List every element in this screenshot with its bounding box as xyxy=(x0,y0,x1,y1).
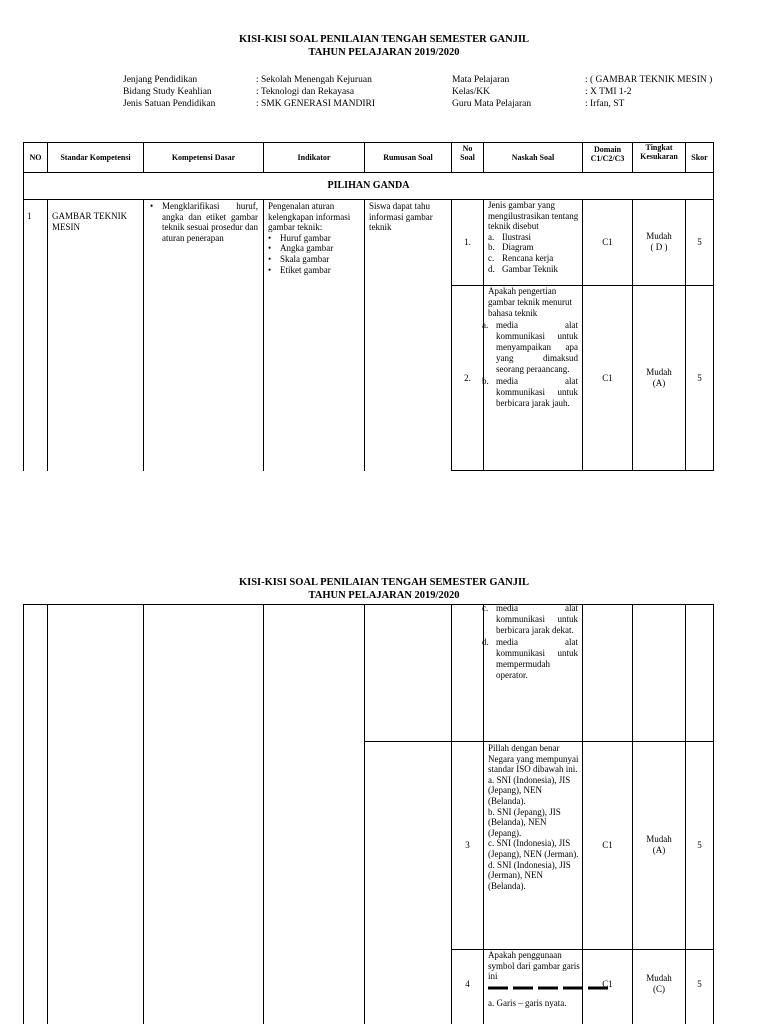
header-no-soal-line2: Soal xyxy=(460,153,475,162)
indikator-item: • Huruf gambar xyxy=(280,233,362,244)
header-no-soal-line1: No xyxy=(462,144,473,153)
standar-kompetensi: GAMBAR TEKNIK MESIN xyxy=(52,211,128,232)
tingkat-answer: (C) xyxy=(653,983,665,994)
q1-option-d xyxy=(488,264,580,275)
header-tingkat-kesukaran xyxy=(632,143,686,161)
col-no xyxy=(23,199,48,471)
meta-value: : Sekolah Menengah Kejuruan xyxy=(256,75,372,85)
q1-option-c xyxy=(488,253,580,264)
q4-number: 4 xyxy=(465,979,470,989)
q1-number: 1. xyxy=(464,237,471,247)
q2-naskah-continued xyxy=(482,603,578,681)
option-letter: c. xyxy=(482,603,489,613)
option-text: Rencana kerja xyxy=(502,252,554,263)
q2-domain-cell xyxy=(582,604,633,742)
col-no xyxy=(23,604,48,1024)
tingkat-label: Mudah xyxy=(646,231,672,241)
rum-cell xyxy=(364,741,452,1024)
q3-domain: C1 xyxy=(602,840,613,850)
q4-domain: C1 xyxy=(602,979,613,989)
meta-label: Mata Pelajaran xyxy=(452,75,510,85)
q2-number: 2. xyxy=(464,373,471,383)
meta-label: Jenis Satuan Pendidikan xyxy=(123,99,216,109)
option-text: media alat kommunikasi untuk menyampaikan apa yang dimaksud seorang peraancang. xyxy=(496,319,578,375)
q2-tingkat xyxy=(632,367,686,388)
rumusan-soal: Siswa dapat tahu informasi gambar teknik xyxy=(369,201,433,233)
indikator-item: • Angka gambar xyxy=(280,243,362,254)
header-skor: Skor xyxy=(691,153,708,162)
header-rumusan-soal: Rumusan Soal xyxy=(383,153,433,162)
meta-left-labels xyxy=(123,74,215,110)
header-tingkat-line1: Tingkat xyxy=(645,143,673,152)
header-tingkat-line2: Kesukaran xyxy=(640,152,678,161)
q3-option-a: a. SNI (Indonesia), JIS (Jepang), NEN (Belanda). xyxy=(488,774,571,806)
indikator xyxy=(268,201,362,275)
option-text: Diagram xyxy=(502,242,534,253)
header-indikator: Indikator xyxy=(297,153,331,162)
option-text: media alat kommunikasi untuk berbicara jarak dekat. xyxy=(496,603,578,636)
q3-number: 3 xyxy=(465,840,470,850)
rum-cell xyxy=(364,604,452,742)
header-kompetensi-dasar: Kompetensi Dasar xyxy=(171,153,236,162)
q3-option-d: d. SNI (Indonesia), JIS (Jerman), NEN (Belanda). xyxy=(488,859,571,891)
q2-skor: 5 xyxy=(697,373,702,383)
option-text: media alat kommunikasi untuk berbicara jarak jauh. xyxy=(496,375,578,409)
q2-option-c xyxy=(482,603,578,637)
q4-stem: Apakah penggunaan symbol dari gambar garis ini xyxy=(488,950,580,982)
option-letter: d. xyxy=(488,263,495,274)
q1-stem: Jenis gambar yang mengilustrasikan tentang teknik disebut xyxy=(488,200,579,232)
tingkat-answer: (A) xyxy=(652,377,666,388)
option-letter: d. xyxy=(482,636,489,647)
header-no-soal xyxy=(451,144,484,162)
q3-stem: Pillah dengan benar Negara yang mempunyai standar ISO dibawah ini. xyxy=(488,743,579,775)
q3-tingkat xyxy=(632,834,686,855)
tingkat-answer: (A) xyxy=(652,844,666,855)
header-no: NO xyxy=(29,153,42,162)
page-title: KISI-KISI SOAL PENILAIAN TENGAH SEMESTER GANJIL xyxy=(238,34,530,45)
q1-domain: C1 xyxy=(602,237,613,247)
col-kd xyxy=(143,604,264,1024)
meta-label: Guru Mata Pelajaran xyxy=(452,99,532,109)
q3-option-c: c. SNI (Indonesia), JIS (Jepang), NEN (Jerman). xyxy=(488,838,579,859)
option-letter: a. xyxy=(488,231,495,242)
col-ind xyxy=(263,604,365,1024)
kompetensi-dasar xyxy=(148,201,258,243)
option-letter: c. xyxy=(488,252,495,263)
q4-tingkat xyxy=(632,973,686,994)
meta-right-values xyxy=(585,74,712,110)
meta-value: : SMK GENERASI MANDIRI xyxy=(256,99,376,109)
page-title: KISI-KISI SOAL PENILAIAN TENGAH SEMESTER GANJIL xyxy=(238,577,530,588)
meta-value: : Irfan, ST xyxy=(585,99,625,109)
indikator-intro: Pengenalan aturan kelengkapan informasi gambar teknik: xyxy=(268,201,351,233)
option-letter: a. xyxy=(482,319,489,330)
page-subtitle: TAHUN PELAJARAN 2019/2020 xyxy=(308,47,460,58)
q2-skor-cell xyxy=(685,604,714,742)
indikator-item: • Skala gambar xyxy=(280,254,362,265)
tingkat-answer: ( D ) xyxy=(650,241,668,252)
option-text: Gambar Teknik xyxy=(502,263,558,274)
q1-option-b xyxy=(488,242,580,253)
q3-option-b: b. SNI (Jepang), JIS (Belanda), NEN (Jepang). xyxy=(488,806,561,838)
header-domain-line1: Domain xyxy=(593,145,622,154)
meta-value: : X TMI 1-2 xyxy=(585,87,632,97)
meta-value: : Teknologi dan Rekayasa xyxy=(256,87,355,97)
q2-domain: C1 xyxy=(602,373,613,383)
meta-value: : ( GAMBAR TEKNIK MESIN ) xyxy=(585,75,713,85)
meta-label: Bidang Study Keahlian xyxy=(123,87,212,97)
q4-option-a: a. Garis – garis nyata. xyxy=(488,997,567,1008)
tingkat-label: Mudah xyxy=(646,367,672,377)
option-text: Ilustrasi xyxy=(502,231,531,242)
tingkat-label: Mudah xyxy=(646,973,672,983)
header-domain xyxy=(582,145,633,163)
header-naskah-soal: Naskah Soal xyxy=(511,153,555,162)
col-sk xyxy=(47,604,144,1024)
q2-tingkat-cell xyxy=(632,604,686,742)
q3-naskah xyxy=(488,743,580,891)
q1-naskah xyxy=(488,200,580,274)
header-domain-line2: C1/C2/C3 xyxy=(590,154,625,163)
row-number: 1 xyxy=(27,211,32,221)
q3-skor: 5 xyxy=(697,840,702,850)
meta-label: Jenjang Pendidikan xyxy=(123,75,198,85)
option-text: media alat kommunikasi untuk mempermudah operator. xyxy=(496,636,578,681)
page-subtitle: TAHUN PELAJARAN 2019/2020 xyxy=(308,590,460,601)
tingkat-label: Mudah xyxy=(646,834,672,844)
col-sk xyxy=(47,199,144,471)
q2-no-cell xyxy=(451,604,484,742)
q1-skor: 5 xyxy=(697,237,702,247)
q1-tingkat xyxy=(632,231,686,252)
option-letter: b. xyxy=(482,375,489,386)
indikator-item: • Etiket gambar xyxy=(280,265,362,276)
q4-skor: 5 xyxy=(697,979,702,989)
option-letter: b. xyxy=(488,242,495,253)
section-title: PILIHAN GANDA xyxy=(327,180,410,191)
meta-label: Kelas/KK xyxy=(452,87,490,97)
header-standar-kompetensi: Standar Kompetensi xyxy=(60,153,131,162)
q2-naskah xyxy=(482,286,578,409)
q1-option-a xyxy=(488,232,580,243)
meta-right-labels xyxy=(452,74,531,110)
col-rum xyxy=(364,199,452,471)
q2-option-d xyxy=(482,636,578,682)
kompetensi-dasar-item: • Mengklarifikasi huruf, angka dan etiket gambar teknik sesuai prosedur dan aturan penerapan xyxy=(162,201,258,243)
q4-naskah xyxy=(488,950,580,1008)
q2-option-a xyxy=(482,319,578,376)
q2-stem: Apakah pengertian gambar teknik menurut bahasa teknik xyxy=(488,286,572,319)
q2-option-b xyxy=(482,375,578,410)
meta-left-values xyxy=(256,74,375,110)
